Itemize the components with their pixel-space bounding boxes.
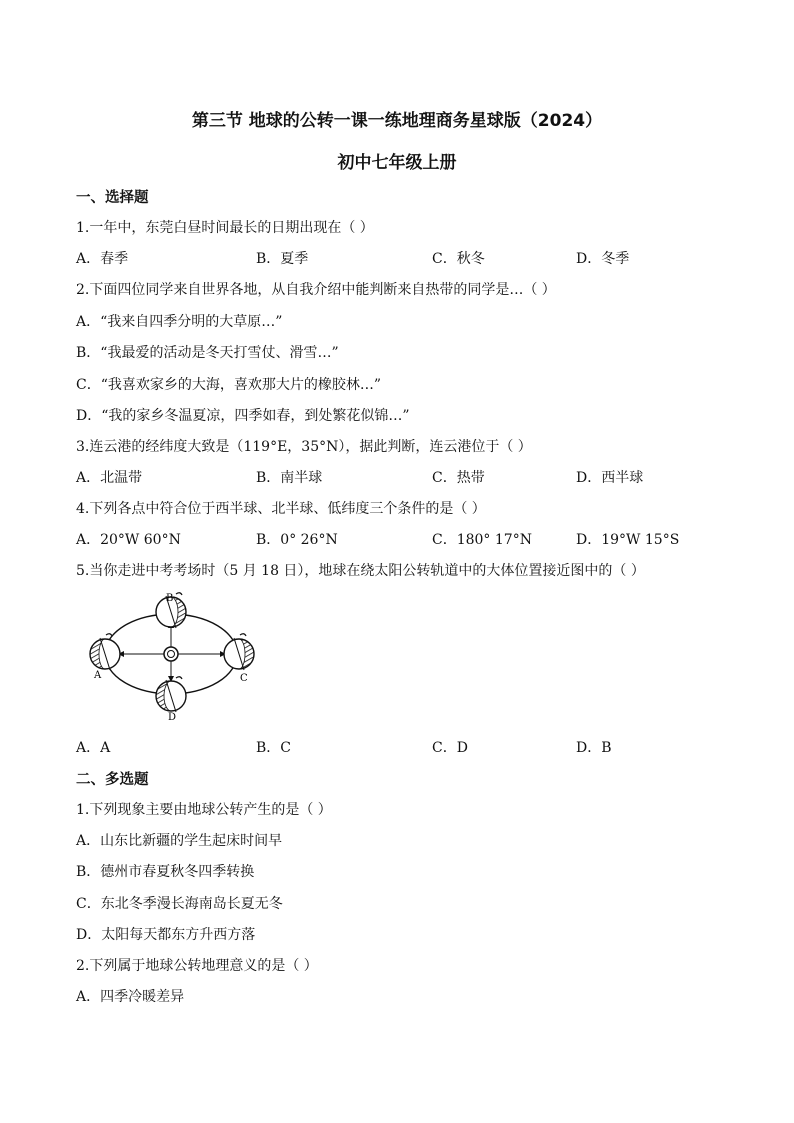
question-3-option-c: C．热带 — [432, 470, 485, 486]
question-5-option-b: B．C — [256, 740, 291, 756]
question-4-option-d: D．19°W 15°S — [576, 532, 680, 548]
question-5-stem: 5.当你走进中考考场时（5 月 18 日），地球在绕太阳公转轨道中的大体位置接近图中的（ ） — [76, 563, 645, 579]
question-2-option-c: C．“我喜欢家乡的大海，喜欢那大片的橡胶林…” — [76, 377, 382, 393]
question-5-option-d: D．B — [576, 740, 612, 756]
question-3-option-b: B．南半球 — [256, 470, 323, 486]
earth-position-d — [156, 677, 186, 712]
multi-question-1-option-a: A．山东比新疆的学生起床时间早 — [76, 833, 283, 849]
question-4-option-c: C．180° 17°N — [432, 532, 532, 548]
question-5-option-c: C．D — [432, 740, 468, 756]
multi-question-1-option-c: C．东北冬季漫长海南岛长夏无冬 — [76, 896, 283, 912]
question-1-option-d: D．冬季 — [576, 251, 630, 267]
multi-question-2-option-a: A．四季冷暖差异 — [76, 989, 185, 1005]
question-3-stem: 3.连云港的经纬度大致是（119°E，35°N），据此判断，连云港位于（ ） — [76, 439, 532, 455]
question-5-option-a: A．A — [76, 740, 111, 756]
page-subtitle: 初中七年级上册 — [337, 153, 457, 173]
earth-position-a — [90, 634, 120, 670]
question-2-option-a: A．“我来自四季分明的大草原…” — [76, 314, 283, 330]
question-1-option-b: B．夏季 — [256, 251, 309, 267]
question-1-option-c: C．秋冬 — [432, 251, 485, 267]
question-2-option-d: D．“我的家乡冬温夏凉，四季如春，到处繁花似锦…” — [76, 408, 410, 424]
section-heading-choice: 一、选择题 — [76, 190, 149, 206]
earth-orbit-diagram — [76, 588, 276, 724]
question-3-option-d: D．西半球 — [576, 470, 644, 486]
earth-position-c — [224, 634, 254, 670]
multi-question-1-stem: 1.下列现象主要由地球公转产生的是（ ） — [76, 802, 332, 818]
question-2-option-b: B．“我最爱的活动是冬天打雪仗、滑雪…” — [76, 345, 339, 361]
multi-question-1-option-d: D．太阳每天都东方升西方落 — [76, 927, 256, 943]
question-1-stem: 1.一年中，东莞白昼时间最长的日期出现在（ ） — [76, 220, 374, 236]
multi-question-1-option-b: B．德州市春夏秋冬四季转换 — [76, 864, 255, 880]
question-2-stem: 2.下面四位同学来自世界各地，从自我介绍中能判断来自热带的同学是…（ ） — [76, 282, 556, 298]
question-4-option-a: A．20°W 60°N — [76, 532, 181, 548]
multi-question-2-stem: 2.下列属于地球公转地理意义的是（ ） — [76, 958, 318, 974]
question-1-option-a: A．春季 — [76, 251, 129, 267]
figure-label-c: C — [240, 673, 248, 684]
question-3-option-a: A．北温带 — [76, 470, 143, 486]
question-4-stem: 4.下列各点中符合位于西半球、北半球、低纬度三个条件的是（ ） — [76, 501, 486, 517]
question-4-option-b: B．0° 26°N — [256, 532, 338, 548]
section-heading-multi: 二、多选题 — [76, 772, 149, 788]
figure-label-b: B — [166, 593, 174, 604]
figure-label-d: D — [168, 712, 177, 723]
page-title: 第三节 地球的公转一课一练地理商务星球版（2024） — [191, 111, 603, 131]
figure-label-a: A — [94, 670, 102, 681]
